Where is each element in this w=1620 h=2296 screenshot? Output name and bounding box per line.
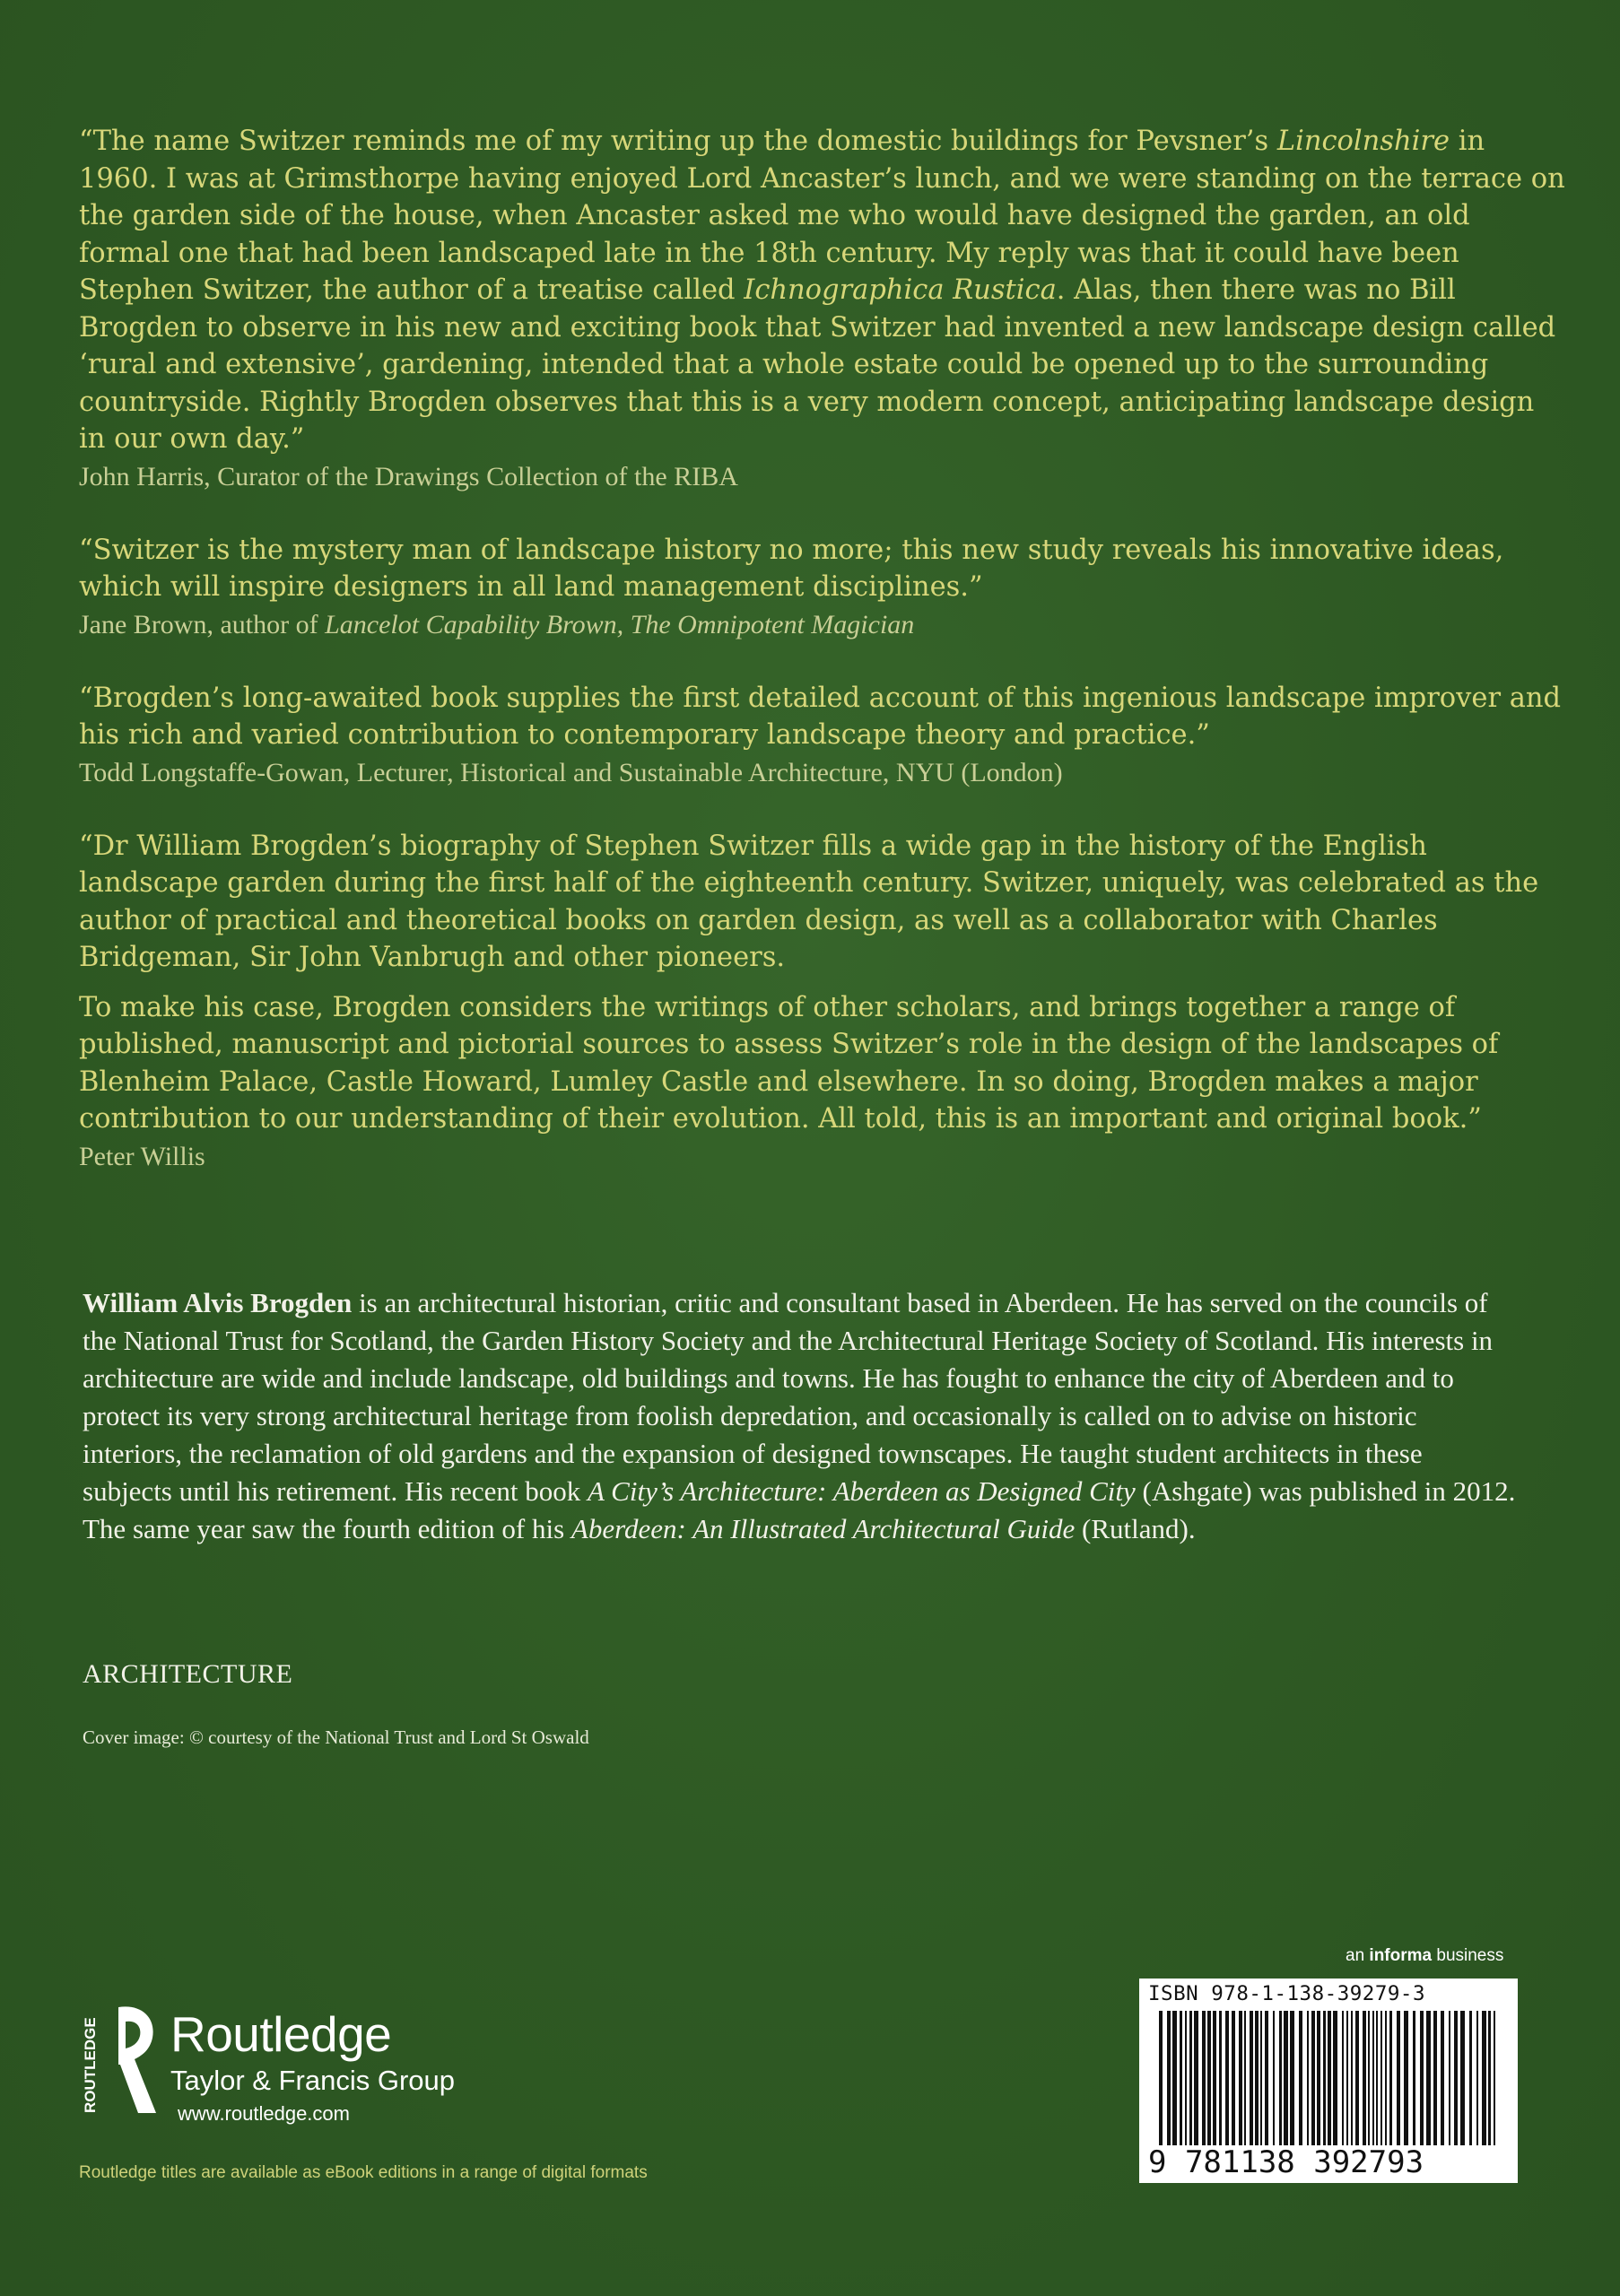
quote-text: “Brogden’s long-awaited book supplies the first detailed account of this ingenious landscape improver and his rich and varied contribution to contemporary landscape theory and practice.” <box>79 682 1562 751</box>
barcode-bar <box>1426 2011 1431 2147</box>
barcode-bar <box>1355 2011 1359 2147</box>
barcode-bar <box>1449 2011 1450 2147</box>
barcode-bar <box>1265 2011 1268 2147</box>
barcode-bar <box>1180 2011 1182 2147</box>
barcode-bar <box>1372 2011 1374 2147</box>
barcode-bar <box>1460 2011 1465 2147</box>
barcode-bar <box>1172 2011 1177 2147</box>
barcode-bar <box>1368 2011 1370 2147</box>
barcode-bar <box>1476 2011 1478 2147</box>
book-title: Aberdeen: An Illustrated Architectural Guide <box>570 1513 1076 1544</box>
barcode-bar <box>1299 2011 1302 2147</box>
quote-attribution: John Harris, Curator of the Drawings Collection of the RIBA <box>79 461 738 491</box>
barcode-bar <box>1273 2011 1275 2147</box>
barcode-bar <box>1279 2011 1282 2147</box>
barcode-bar <box>1351 2011 1353 2147</box>
barcode-bar <box>1380 2011 1382 2147</box>
barcode-bar <box>1385 2011 1387 2147</box>
barcode-bar <box>1441 2011 1444 2147</box>
informa-tagline: an informa business <box>1346 1946 1504 1965</box>
quote-attribution: Todd Longstaffe-Gowan, Lecturer, Historical and Sustainable Architecture, NYU (London) <box>79 757 1063 787</box>
subject-category: ARCHITECTURE <box>83 1659 293 1689</box>
barcode-bar <box>1185 2011 1187 2147</box>
routledge-logo-icon <box>79 2002 164 2123</box>
barcode-bar <box>1307 2011 1309 2147</box>
quote-attribution: Peter Willis <box>79 1141 205 1171</box>
barcode-bar <box>1404 2011 1408 2147</box>
barcode-bar <box>1250 2011 1253 2147</box>
barcode-bar <box>1189 2011 1192 2147</box>
ebook-availability-note: Routledge titles are available as eBook editions in a range of digital formats <box>79 2163 648 2182</box>
barcode-bar <box>1202 2011 1206 2147</box>
book-title: A City’s Architecture: Aberdeen as Designed City <box>588 1475 1136 1507</box>
endorsement-longstaffe-gowan <box>79 680 1568 791</box>
publisher-group: Taylor & Francis Group <box>170 2065 455 2096</box>
quote-attribution: Jane Brown, author of Lancelot Capability Brown, The Omnipotent Magician <box>79 609 915 639</box>
barcode-bar <box>1260 2011 1262 2147</box>
endorsement-harris <box>79 123 1568 495</box>
barcode-bar <box>1317 2011 1320 2147</box>
barcode-bar <box>1454 2011 1458 2147</box>
cover-image-credit: Cover image: © courtesy of the National Trust and Lord St Oswald <box>83 1726 589 1748</box>
quote-text: “The name Switzer reminds me of my writing up the domestic buildings for Pevsner’s Lincolnshire in 1960. I was at Grimsthorpe having enjoyed Lord Ancaster’s lunch, and we were standing on the terrace on the garden side of the house, when Ancaster asked me who would have designed the garden, an old formal one that had been landscaped late in the 18th century. My reply was that it could have been Stephen Switzer, the author of a treatise called Ichnographica Rustica. Alas, then there was no Bill Brogden to observe in his new and exciting book that Switzer had invented a new landscape design called ‘rural and extensive’, gardening, intended that a whole estate could be opened up to the surrounding countryside. Rightly Brogden observes that this is a very modern concept, anticipating landscape design in our own day.” <box>79 126 1565 455</box>
svg-text:ROUTLEDGE: ROUTLEDGE <box>82 2017 99 2113</box>
barcode-bar <box>1482 2011 1486 2147</box>
endorsements <box>79 123 1568 1186</box>
quote-text: “Dr William Brogden’s biography of Stephen Switzer fills a wide gap in the history of the English landscape garden during the first half of the eighteenth century. Switzer, uniquely, was celebrated as the author of practical and theoretical books on garden design, as well as a collaborator with Charles Bridgeman, Sir John Vanbrugh and other pioneers. <box>79 830 1539 973</box>
barcode-bar <box>1469 2011 1472 2147</box>
barcode-bar <box>1255 2011 1259 2147</box>
barcode-bar <box>1433 2011 1437 2147</box>
publisher-url[interactable]: www.routledge.com <box>178 2102 350 2125</box>
barcode-bar <box>1311 2011 1315 2147</box>
barcode-bar <box>1363 2011 1366 2147</box>
barcode-bar <box>1420 2011 1424 2147</box>
barcode-bar <box>1219 2011 1222 2147</box>
quote-text: “Switzer is the mystery man of landscape history no more; this new study reveals his innovative ideas, which will inspire designers in all land management disciplines.” <box>79 534 1504 603</box>
barcode-bar <box>1244 2011 1246 2147</box>
barcode-bar <box>1397 2011 1400 2147</box>
barcode-bar <box>1232 2011 1235 2147</box>
barcode-bar <box>1413 2011 1415 2147</box>
barcode-bar <box>1194 2011 1198 2147</box>
isbn-label: ISBN 978-1-138-39279-3 <box>1148 1982 1426 2005</box>
barcode-bar <box>1213 2011 1216 2147</box>
publisher-brand <box>170 2007 455 2129</box>
author-name: William Alvis Brogden <box>83 1287 353 1318</box>
quote-text-continued: To make his case, Brogden considers the writings of other scholars, and brings together a range of published, manuscript and pictorial sources to assess Switzer’s role in the design of the landscapes of Blenheim Palace, Castle Howard, Lumley Castle and elsewhere. In so doing, Brogden makes a major contribution to our understanding of their evolution. All told, this is an important and original book.” <box>79 991 1499 1135</box>
endorsement-willis <box>79 828 1568 1175</box>
barcode-bar <box>1346 2011 1348 2147</box>
author-bio: William Alvis Brogden is an architectural historian, critic and consultant based in Aberdeen. He has served on the councils of the National Trust for Scotland, the Garden History Society and the Architectural Heritage Society of Scotland. His interests in architecture are wide and include landscape, old buildings and towns. He has fought to enhance the city of Aberdeen and to protect its very strong architectural heritage from foolish depredation, and occasionally is called on to advise on historic interiors, the reclamation of old gardens and the expansion of designed townscapes. He taught student architects in these subjects until his retirement. His recent book A City’s Architecture: Aberdeen as Designed City (Ashgate) was published in 2012. The same year saw the fourth edition of his Aberdeen: An Illustrated Architectural Guide (Rutland). <box>83 1287 1516 1544</box>
barcode-bar <box>1488 2011 1491 2147</box>
endorsement-brown <box>79 532 1568 643</box>
barcode-bar <box>1290 2011 1294 2147</box>
barcode-bar <box>1225 2011 1229 2147</box>
publisher-name: Routledge <box>170 2006 392 2062</box>
barcode-bar <box>1239 2011 1242 2147</box>
barcode-bar <box>1333 2011 1337 2147</box>
isbn-barcode <box>1139 1979 1518 2183</box>
isbn-digits: 9 781138 392793 <box>1148 2145 1509 2179</box>
barcode-bar <box>1207 2011 1211 2147</box>
barcode-bar <box>1342 2011 1344 2147</box>
barcode-bar <box>1389 2011 1392 2147</box>
barcode-bar <box>1284 2011 1288 2147</box>
barcode-bar <box>1376 2011 1378 2147</box>
